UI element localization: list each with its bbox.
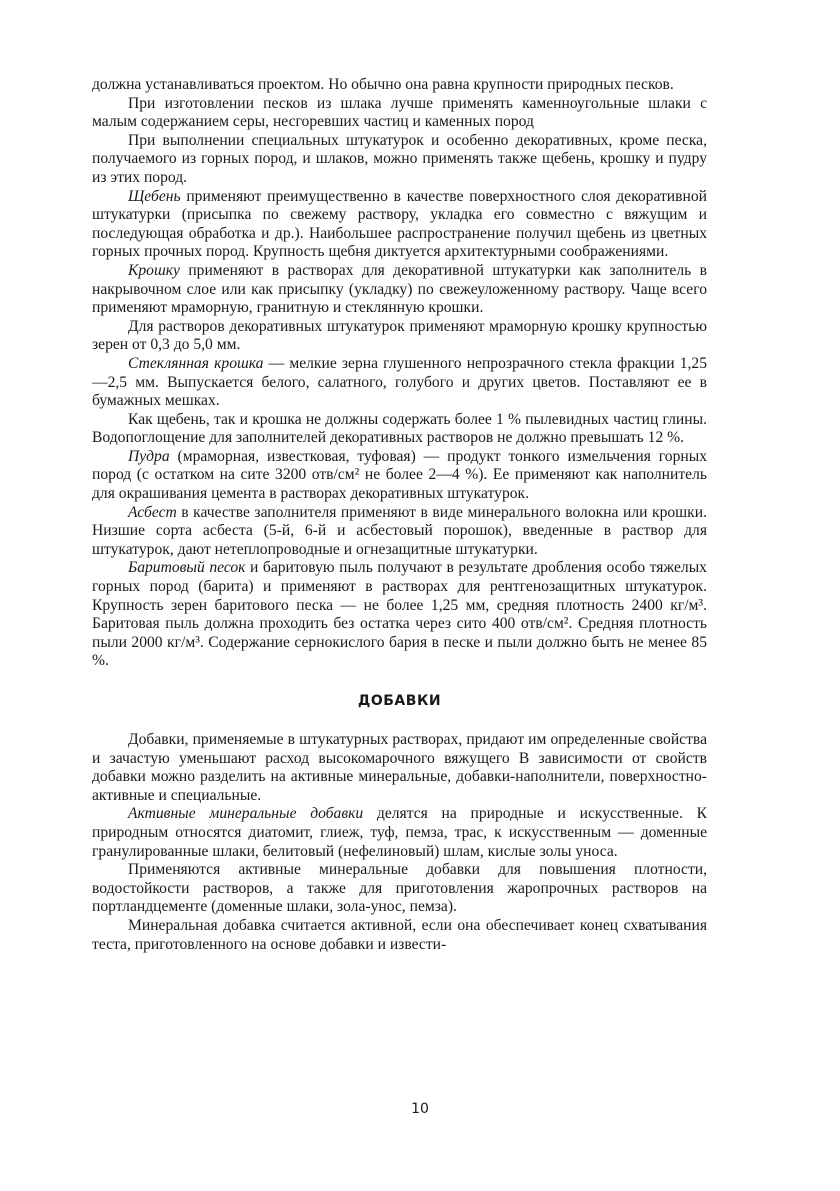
term-active-mineral-additives: Активные минеральные добавки: [128, 805, 364, 823]
page-body: [92, 76, 707, 954]
section-heading: ДОБАВКИ: [357, 693, 442, 709]
term-shcheben: Щебень: [128, 187, 181, 205]
paragraph-shcheben: [92, 188, 707, 262]
term-asbest: Асбест: [128, 503, 177, 521]
text-block-bottom: [92, 731, 707, 954]
paragraph-body: — мелкие зерна глушенного непрозрачного стекла фракции 1,25—2,5 мм. Выпускается белого, салатного, голубого и других цветов. Поставляют ее в бумажных мешках.: [92, 354, 707, 410]
paragraph-continuation: должна устанавливаться проектом. Но обычно она равна крупности природных песков.: [92, 76, 674, 93]
paragraph-body: (мраморная, известковая, туфовая) — продукт тонкого измельчения горных пород (с остатком на сите 3200 отв/см² не более 2—4 %). Ее применяют как наполнитель для окрашивания цемента в растворах декоративных штукатурок.: [92, 447, 707, 503]
paragraph: Для растворов декоративных штукатурок применяют мраморную крошку крупностью зерен от 0,3 до 5,0 мм.: [92, 317, 707, 354]
paragraph-asbest: [92, 504, 707, 560]
paragraph-barite: [92, 559, 707, 671]
paragraph: При выполнении специальных штукатурок и особенно декоративных, кроме песка, получаемого из горных пород, и шлаков, можно применять также щебень, крошку и пудру из этих пород.: [92, 131, 707, 186]
paragraph-body: и баритовую пыль получают в результате дробления особо тяжелых горных пород (барита) и применяют в растворах для рентгенозащитных штукатурок. Крупность зерен баритового песка — не более 1,25 мм, средняя плотность 2400 кг/м³. Баритовая пыль должна проходить без остатка через сито 400 отв/см². Средняя плотность пыли 2000 кг/м³. Содержание сернокислого бария в песке и пыли должно быть не менее 85 %.: [92, 559, 707, 670]
term-kroshka: Крошку: [128, 261, 180, 279]
paragraph-body: делятся на природные и искусственные. К природным относятся диатомит, глиеж, туф, пемза, трас, к искусственным — доменные гранулированные шлаки, белитовый (нефелиновый) шлам, кислые золы уноса.: [92, 805, 707, 860]
page-number: 10: [411, 1101, 429, 1117]
paragraph: Как щебень, так и крошка не должны содержать более 1 % пылевидных частиц глины. Водопоглощение для заполнителей декоративных растворов не должно превышать 12 %.: [92, 410, 707, 447]
paragraph: При изготовлении песков из шлака лучше применять каменноугольные шлаки с малым содержанием серы, несгоревших частиц и каменных пород: [92, 94, 707, 131]
paragraph: Минеральная добавка считается активной, если она обеспечивает конец схватывания теста, приготовленного на основе добавки и извести-: [92, 916, 707, 953]
paragraph-body: применяют в растворах для декоративной штукатурки как заполнитель в накрывочном слое или как присыпку (укладку) по свежеуложенному раствору. Чаще всего применяют мраморную, гранитную и стеклянную крошки.: [92, 261, 707, 317]
paragraph-kroshka: [92, 262, 707, 318]
paragraph-body: применяют преимущественно в качестве поверхностного слоя декоративной штукатурки (присыпка по свежему раствору, укладка его совместно с вяжущим и последующая обработка и др.). Наибольшее распространение получил щебень из цветных горных прочных пород. Крупность щебня диктуется архитектурными соображениями.: [92, 187, 707, 261]
paragraph-active-additives: [92, 805, 707, 861]
term-pudra: Пудра: [128, 447, 170, 465]
text-block-top: [92, 76, 707, 671]
paragraph: Применяются активные минеральные добавки для повышения плотности, водостойкости растворов, а также для приготовления жаропрочных растворов на портландцементе (доменные шлаки, зола-унос, пемза).: [92, 861, 707, 916]
paragraph-body: в качестве заполнителя применяют в виде минерального волокна или крошки. Низшие сорта асбеста (5-й, 6-й и асбестовый порошок), введенные в раствор для штукатурок, дают нетеплопроводные и огнезащитные штукатурки.: [92, 503, 707, 558]
paragraph-pudra: [92, 448, 707, 504]
paragraph-glass-crumb: [92, 355, 707, 411]
paragraph: Добавки, применяемые в штукатурных растворах, придают им определенные свойства и зачастую уменьшают расход высокомарочного вяжущего В зависимости от свойств добавки можно разделить на активные минеральные, добавки-наполнители, поверхностно-активные и специальные.: [92, 731, 707, 804]
term-barite-sand: Баритовый песок: [128, 559, 246, 577]
term-glass-crumb: Стеклянная крошка: [128, 354, 264, 372]
